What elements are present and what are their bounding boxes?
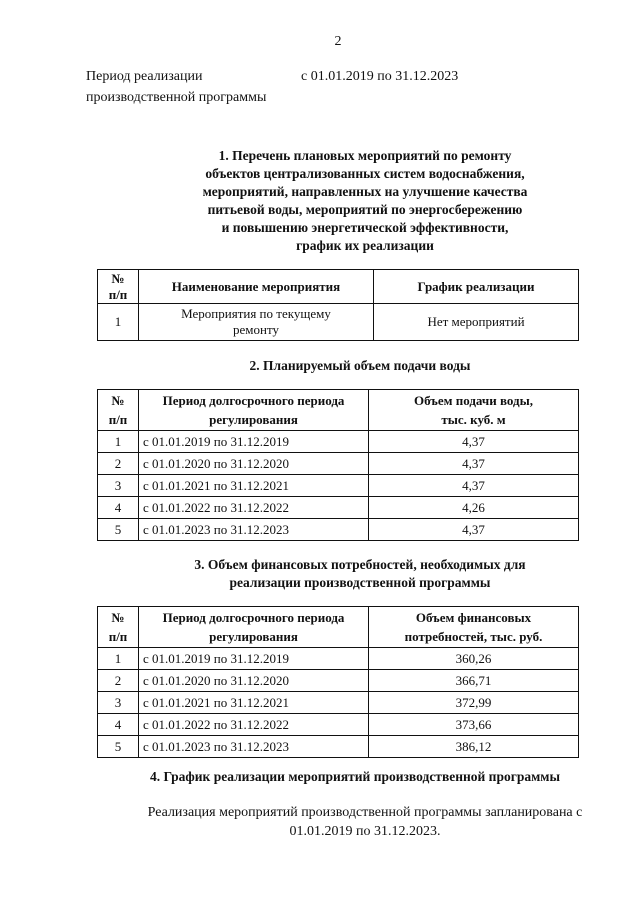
cell-num: 1 bbox=[98, 648, 139, 670]
section-1-title-line: график их реализации bbox=[296, 238, 434, 253]
page-number: 2 bbox=[334, 34, 342, 49]
cell-period: с 01.01.2020 по 31.12.2020 bbox=[139, 453, 369, 475]
cell-period: с 01.01.2019 по 31.12.2019 bbox=[139, 431, 369, 453]
table-row bbox=[98, 692, 579, 714]
header-event-name: Наименование мероприятия bbox=[139, 270, 374, 304]
header-financial-line: Объем финансовых bbox=[415, 610, 532, 625]
cell-period: с 01.01.2019 по 31.12.2019 bbox=[139, 648, 369, 670]
cell-schedule: Нет мероприятий bbox=[374, 304, 579, 341]
table-row bbox=[98, 670, 579, 692]
section-3-title bbox=[160, 556, 560, 592]
header-num bbox=[98, 270, 139, 304]
header-volume bbox=[369, 390, 579, 431]
table-row bbox=[98, 648, 579, 670]
cell-volume: 4,37 bbox=[369, 519, 579, 541]
table-row bbox=[98, 304, 579, 341]
cell-event-name bbox=[139, 304, 374, 341]
section-3-title-line: 3. Объем финансовых потребностей, необходимых для bbox=[194, 557, 526, 572]
cell-volume: 4,37 bbox=[369, 475, 579, 497]
table-header-row bbox=[98, 270, 579, 304]
header-num-line: № bbox=[111, 610, 125, 625]
cell-period: с 01.01.2023 по 31.12.2023 bbox=[139, 736, 369, 758]
cell-period: с 01.01.2021 по 31.12.2021 bbox=[139, 475, 369, 497]
header-num-line: п/п bbox=[108, 412, 128, 427]
header-num-line: № bbox=[111, 393, 125, 408]
header-period-line: Период долгосрочного периода bbox=[162, 610, 345, 625]
cell-num: 5 bbox=[98, 519, 139, 541]
period-label-line: Период реализации bbox=[86, 69, 203, 84]
table-header-row bbox=[98, 390, 579, 431]
cell-event-name-line: Мероприятия по текущему bbox=[181, 306, 331, 321]
section-1-title bbox=[150, 147, 580, 255]
period-value: с 01.01.2019 по 31.12.2023 bbox=[301, 69, 459, 84]
table-row bbox=[98, 497, 579, 519]
cell-financial: 366,71 bbox=[369, 670, 579, 692]
cell-financial: 386,12 bbox=[369, 736, 579, 758]
section-1-title-line: мероприятий, направленных на улучшение качества bbox=[202, 184, 528, 199]
cell-num: 2 bbox=[98, 670, 139, 692]
table-header-row bbox=[98, 607, 579, 648]
cell-num: 3 bbox=[98, 692, 139, 714]
cell-volume: 4,37 bbox=[369, 431, 579, 453]
cell-num: 4 bbox=[98, 497, 139, 519]
cell-num: 5 bbox=[98, 736, 139, 758]
header-num-line: № bbox=[111, 270, 125, 286]
cell-num: 2 bbox=[98, 453, 139, 475]
section-4-paragraph bbox=[120, 803, 610, 841]
table-row bbox=[98, 453, 579, 475]
period-label-line: производственной программы bbox=[86, 90, 267, 105]
table-row bbox=[98, 519, 579, 541]
cell-period: с 01.01.2022 по 31.12.2022 bbox=[139, 714, 369, 736]
financial-needs-table bbox=[97, 606, 579, 758]
cell-period: с 01.01.2021 по 31.12.2021 bbox=[139, 692, 369, 714]
paragraph-line: 01.01.2019 по 31.12.2023. bbox=[289, 824, 441, 839]
cell-num: 3 bbox=[98, 475, 139, 497]
header-period bbox=[139, 390, 369, 431]
header-financial-line: потребностей, тыс. руб. bbox=[404, 629, 543, 644]
section-1-title-line: и повышению энергетической эффективности, bbox=[221, 220, 509, 235]
period-label bbox=[86, 66, 266, 108]
header-num-line: п/п bbox=[108, 629, 128, 644]
cell-period: с 01.01.2022 по 31.12.2022 bbox=[139, 497, 369, 519]
header-num-line: п/п bbox=[108, 286, 128, 302]
table-row bbox=[98, 475, 579, 497]
section-1-title-line: 1. Перечень плановых мероприятий по ремонту bbox=[218, 148, 512, 163]
table-row bbox=[98, 714, 579, 736]
cell-num: 4 bbox=[98, 714, 139, 736]
section-2-title: 2. Планируемый объем подачи воды bbox=[249, 358, 471, 373]
header-period bbox=[139, 607, 369, 648]
water-supply-table bbox=[97, 389, 579, 541]
header-num bbox=[98, 607, 139, 648]
events-table bbox=[97, 269, 579, 341]
cell-financial: 360,26 bbox=[369, 648, 579, 670]
paragraph-line: Реализация мероприятий производственной программы запланирована с bbox=[147, 805, 583, 820]
cell-financial: 373,66 bbox=[369, 714, 579, 736]
cell-event-name-line: ремонту bbox=[233, 322, 279, 337]
cell-financial: 372,99 bbox=[369, 692, 579, 714]
header-period-line: Период долгосрочного периода bbox=[162, 393, 345, 408]
section-4-title: 4. График реализации мероприятий производственной программы bbox=[149, 769, 561, 784]
header-schedule: График реализации bbox=[374, 270, 579, 304]
section-1-title-line: объектов централизованных систем водоснабжения, bbox=[205, 166, 525, 181]
header-financial bbox=[369, 607, 579, 648]
header-period-line: регулирования bbox=[209, 412, 298, 427]
cell-num: 1 bbox=[98, 431, 139, 453]
cell-num: 1 bbox=[98, 304, 139, 341]
table-row bbox=[98, 736, 579, 758]
cell-volume: 4,26 bbox=[369, 497, 579, 519]
cell-volume: 4,37 bbox=[369, 453, 579, 475]
header-period-line: регулирования bbox=[209, 629, 298, 644]
section-3-title-line: реализации производственной программы bbox=[229, 575, 491, 590]
cell-period: с 01.01.2023 по 31.12.2023 bbox=[139, 519, 369, 541]
header-volume-line: Объем подачи воды, bbox=[413, 393, 534, 408]
section-1-title-line: питьевой воды, мероприятий по энергосбережению bbox=[207, 202, 523, 217]
cell-period: с 01.01.2020 по 31.12.2020 bbox=[139, 670, 369, 692]
table-row bbox=[98, 431, 579, 453]
header-volume-line: тыс. куб. м bbox=[441, 412, 506, 427]
header-num bbox=[98, 390, 139, 431]
